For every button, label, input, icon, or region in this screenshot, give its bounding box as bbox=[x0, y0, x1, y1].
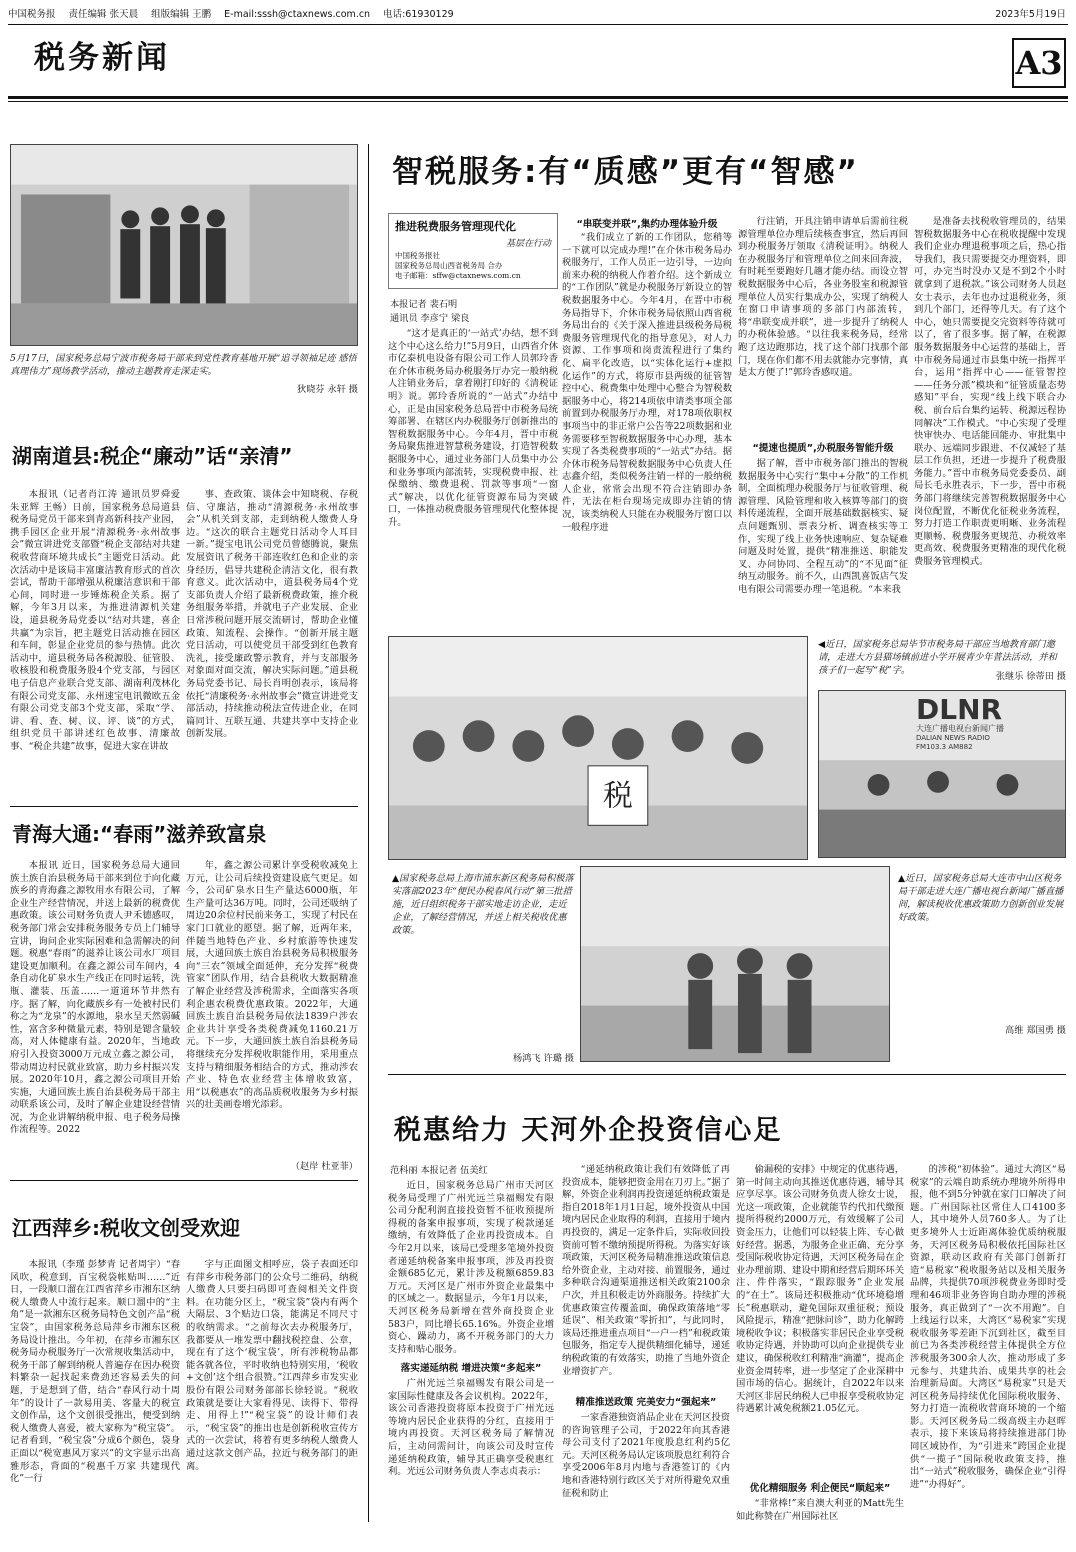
hunan-headline: 湖南道县:税企“廉动”话“亲清” bbox=[12, 444, 293, 468]
main-col2: “我们成立了新的工作团队，您稍等一下就可以完成办理!”在介休市税务局办税服务厅，工作人员正一边引导，一边向前来办税的纳税人作着介绍。这个新成立的“工作团队”就是办税服务厅新设立的智税数据服务中心。今年4月，在晋中市税务局指导下，介休市税务局依照山西省税务局出台的《关于深入推进县级税务局税费服务管理现代化的指导意见》，对人力资源、工作事项和岗责流程进行了集约化、扁平化改造，以“实体化运行+虚拟化运作”的方式，将原市县两级的征管智控中心、税费集中处理中心整合为智税数据服务中心，将214项依申请类事项全部前置到办税服务厅办理，对178项依职权事项当中的非正常户公告等22项数据和业务需要移至智税数据服务中心办理，基本实现了各类税费事项的“一站式”办结。据介休市税务局智税数据服务中心负责人任志鑫介绍，类似税务注销一样的一般纳税人企业，常常会出现不符合注销即办条件，无法在柜台现场完成即办注销的情况，该类纳税人只能在办税服务厅窗口以一般程序进 bbox=[562, 232, 732, 533]
main-col3: 行注销，开具注销申请单后需前往税源管理单位办理后续核查事宜，然后再回到办税服务厅领取《清税证明》。纳税人在办税服务厅和管理单位之间来回奔波，有时耗至要跑好几趟才能办结。而设立智税数据服务中心后，各业务股室和税源管理单位人员实行集成办公，实现了纳税人在窗口申请事项的多部门内部流转，将“串联变成并联”，进一步提升了纳税人的办税体验感。“以往我来税务局，经常跑了这边跑那边，找了这个部门找那个部门，现在你们都不用去就能办完事情，真是太方便了!”郭玲香感叹道。 bbox=[738, 216, 908, 379]
logo-org1: 中国税务报社 bbox=[395, 251, 440, 260]
logo-org2: 国家税务总局山西省税务局 合办 bbox=[395, 261, 503, 270]
jiangxi-col2: 字与正面图文相呼应，袋子表面还印有萍乡市税务部门的公众号二维码，纳税人缴费人只要扫码即可查阅相关文件资料。在功能分区上，“税宝袋”袋内有两个大隔层、3个贴边口袋，能满足不同尺寸的收纳需求。“之前每次去办税服务厅，我都要从一堆发票中翻找税控盘、公章，现在有了这个‘税宝袋’，所有涉税物品都能各就各位，平时收纳也特别实用，‘税收+文创’这个组合很赞。”江西萍乡市发实业股份有限公司财务部部长徐轻说。“税收政策就是要让大家看得见、读得下、带得走、用得上!”“税宝袋”的设计师们表示，“税宝袋”的推出也是创新税收宣传方式的一次尝试，将着有更多纳税人缴费人通过这款文创产品，拉近与税务部门的距离。 bbox=[186, 1259, 358, 1472]
column-logo-box bbox=[388, 213, 558, 289]
main-byline1: 本报记者 裴石明 bbox=[390, 299, 458, 310]
phone: 电话:61930129 bbox=[383, 9, 454, 20]
guangzhou-col1b: 广州光远兰泉福赐发有限公司是一家国际性健康及各会议机构。2022年，该公司香港投资将原本投资于广州光远等境内居民企业获得的分红，直接用于境内再投资。天河区税务局了解情况后，主动问需问计，向该公司及时宣传递延纳税政策，辅导其正确享受税惠红利。光远公司财务负责人李志贞表示： bbox=[388, 1378, 554, 1478]
guangzhou-sub1: 落实递延纳税 增进决策“多起来” bbox=[400, 1363, 542, 1374]
qinghai-col2: 年，鑫之源公司累计享受税收减免上万元，让公司后续投资建设底气更足。如今，公司矿泉水日生产量达6000瓶，年生产量可达36万吨。同时，公司还吸纳了周边20余位村民前来务工，实现了村民在家门口就业的愿望。据了解，近两年来，伴随当地特色产业、乡村旅游等快速发展，大通回族土族自治县税务局积极服务向“三农”领域全面延伸，充分发挥“税费管家”团队作用，结合县税收大数据精准了解企业经营及涉税需求，全面落实各项利企惠农税费优惠政策。2022年，大通回族土族自治县税务局依法1839户涉农企业共计享受各类税费减免1160.21万元。下一步，大通回族土族自治县税务局将继续充分发挥税收职能作用，采用重点支持与精细服务相结合的方式，推动涉农产业、特色农业经营主体增收致富，用“以税惠农”的高品质税收服务为乡村振兴的壮美画卷增光添彩。 bbox=[186, 860, 358, 1111]
main-col3b: 据了解，晋中市税务部门推出的智税数据服务中心实行“集中+分散”的工作机制，全面梳理办税服务厅与征收管理、税源管理、风险管理和收入核算等部门的资料传递流程，全面开展基础数据核实、疑点问题甄别、票表分析、调查核实等工作，实现了线上业务快速响应、复杂疑难问题及时处置，提供“精准推送、职能发叉、办问协同、全程互动”的“不见面”征纳互动服务。前不久，山西凯喜饭店气发电有限公司需要办理一笔退税。“本来我 bbox=[738, 458, 908, 595]
radio-sign-en: DALIAN NEWS RADIO bbox=[916, 734, 990, 742]
logo-sub: 基层在行动 bbox=[505, 239, 551, 249]
main-col1: “这才是真正的‘一站式’办结，想不到这个中心这么给力!”5月9日，山西省介休市亿泰机电设备有限公司工作人员郭玲香在介休市税务局办税服务厅办完一般纳税人注销业务后，拿着刚打印好的《清税证明》说。郭玲香所说的“一站式”办结中心，正是由国家税务总局晋中市税务局统筹部署、在辖区内办税服务厅创新推出的智税数据服务中心。今年4月，晋中市税务局聚焦推进智慧税务建设，打造智税数据服务中心，通过业务部门人员集中办公和业务事项内部流转，实现税费申报、社保缴纳、缴费退税、罚款等事项“一窗式”解决，以优化征管资源布局为突破口，一体推动税费服务管理现代化整体提升。 bbox=[388, 328, 558, 528]
photo-students-calligraphy bbox=[388, 636, 808, 860]
main-col4: 是准备去找税收管理员的，结果智税数据服务中心在税收提醒中发现我们企业办理退税事项之后，热心指导我们，我只需要提交办理资料，即可，办完当时没办又是不到2个小时就拿到了退税款。”该公司财务人员赵女士表示，去年也办过退税业务，须到几个部门，还得等几天。有了这个中心，她只需要提交完资料等待就可以了，省了很多事。据了解，在税源服务数据服务中心运营的基础上，晋中市税务局通过市县集中统一指挥平台，运用“指挥中心——征管智控——任务分派”模块和“征管质量态势感知”平台，实现“线上线下联合办税、前台后台集约运转、税源远程协同解决”工作模式。“中心实现了受理快审快办、电话能回能办、审批集中联办、远端同步跟进、不仅减轻了基层工作负担，还进一步提升了税费服务能力。”晋中市税务局党委委员、副局长毛永胜表示，下一步，晋中市税务部门将继续完善智税数据服务中心岗位配置，不断优化征税业务流程，努力打造工作职责更明晰、业务流程更顺畅、税费服务更规范、办税效率更高效、税费服务更精准的现代化税费服务管理模式。 bbox=[914, 216, 1066, 568]
photo-radio-caption: ▲近日，国家税务总局大连市中山区税务局干部走进大连广播电视台新闻广播直播间，解读税收优惠政策助力创新创业发展好政策。 bbox=[898, 873, 1064, 923]
guangzhou-headline: 税惠给力 天河外企投资信心足 bbox=[394, 1115, 783, 1146]
logo-email: 电子邮箱：sffw@ctaxnews.com.cn bbox=[395, 271, 521, 280]
radio-sign bbox=[916, 693, 1066, 754]
qinghai-credit: （赵岸 杜亚菲） bbox=[290, 1161, 358, 1172]
main-sub1: “串联变并联”,集约办理体验升级 bbox=[576, 219, 718, 230]
top-info-bar bbox=[8, 6, 1068, 24]
divider bbox=[10, 1180, 358, 1181]
hunan-col2: 事、查政策、谈体会中知晓税、存税信、守廉洁，推动“清源税务·永州故事会”从机关到支部，走到纳税人缴费人身边。“这次的联合主题党日活动令人耳目一新。”提宝电讯公司党员曾德腾说，聚焦发展资讯了税务干部连收红色和企业的亲身经历，倡导共建税企清洁文化，很有教育意义。此次活动中，道县税务局4个党支部负责人介绍了最新税费政策，推介税务组服务举措，并就电子产业发展、企业日常涉税问题开展交流研讨，帮助企业懂政策、知流程、会操作。“创新开展主题党日活动，可以使党员干部受到红色教育洗礼，接受廉政警示教育，并与支部服务对象面对面交流，解决实际问题。”道县税务局党委书记、局长肖明创表示，该局将依托“清廉税务·永州故事会”微宣讲进党支部活动，持续推动税法宣传进企业，在同篇同计、互联互通、共建共享中支持企业创新发展。 bbox=[186, 489, 358, 740]
guangzhou-sub2: 精准推送政策 完美安力“强起来” bbox=[575, 1397, 717, 1408]
divider bbox=[10, 806, 358, 807]
photo-shanghai-caption: ▲国家税务总局上海市浦东新区税务局积极落实落部2023年“便民办税春风行动”第三批措施，近日组织税务干部实地走访企业，走近企业，了解经营情况，并送上相关税收优惠政策。 bbox=[392, 873, 574, 936]
guangzhou-byline: 范科丽 本报记者 伍美红 bbox=[390, 1165, 488, 1176]
main-sub2: “提速也提质”,办税服务智能升级 bbox=[752, 443, 894, 454]
layout-editor: 组版编辑 王鹏 bbox=[151, 9, 212, 20]
masthead-rule bbox=[8, 96, 1068, 99]
photo-shanghai-visit bbox=[580, 866, 890, 1062]
main-headline: 智税服务:有“质感”更有“智感” bbox=[392, 154, 859, 190]
guangzhou-sub3: 优化精细服务 利企便民“顺起来” bbox=[749, 1483, 891, 1494]
photo-radio-credit: 高维 郑国勇 摄 bbox=[1005, 1025, 1066, 1036]
guangzhou-col4: 的涉税“初体验”。通过大湾区“易税家”的云端自助系统办理境外所得申报，他不到5分钟就在家门口解决了问题。广州国际社区常住人口4100多人，其中境外人员760多人。为了让更多境外人士近距离体验优质纳税服务，天河区税务局积极依托国际社区资源，联动区政府有关部门创新打造“易税家”税收服务站以及相关服务品牌，共提供70项涉税费业务即时受理和46项非业务咨询自助办理的涉税服务，真正做到了“一次不用跑”。自上线运行以来，大湾区“易税家”实现税收服务零差距下沉到社区，截至目前已为各类涉税经营主体提供全方位涉税服务300余人次，推动形成了多元参与、共建共治、成果共享的社会治理新局面。大湾区“易税家”只是天河区税务局持续优化国际税收服务、努力打造一流税收营商环境的一个缩影。天河区税务局二级高级主办赵晖表示，接下来该局将持续推进部门协同区域协作，为“引进来”跨国企业提供“一揽子”国际税收政策支持，推出“一站式”税收服务，确保企业“引得进”“办得好”。 bbox=[910, 1164, 1066, 1490]
radio-sign-name: 大连广播电视台新闻广播 bbox=[916, 724, 1004, 733]
photo-museum-visit bbox=[10, 144, 358, 346]
issue-date: 2023年5月19日 bbox=[995, 9, 1066, 20]
column-divider bbox=[368, 144, 369, 1522]
top-rule bbox=[8, 24, 1068, 25]
paper-name: 中国税务报 bbox=[8, 9, 56, 20]
qinghai-headline: 青海大通:“春雨”滋养致富泉 bbox=[12, 822, 267, 846]
guangzhou-col2b: 一家香港独资消品企业在天河区投资的咨询管理子公司，于2022年向其香港母公司支付了2021年度股息红利约5亿元。天河区税务局认定该项股息红利符合享受2006年8月内地与香港签订的《内地和香港特别行政区关于对所得避免双重征税和防止 bbox=[562, 1412, 730, 1499]
radio-sign-freq: FM103.3 AM882 bbox=[916, 743, 973, 751]
divider bbox=[388, 1074, 1066, 1075]
photo1-caption: 5月17日，国家税务总局宁波市税务局干部来到党性教育基地开展“追寻领袖足迹 感悟真理伟力”现场教学活动，推动主题教育走深走实。 bbox=[10, 353, 357, 377]
guangzhou-col3b: “非常棒!”来自澳大利亚的Matt先生如此称赞在广州国际社区 bbox=[736, 1498, 904, 1522]
photo-shanghai-credit: 杨鸿飞 许璐 摄 bbox=[513, 1053, 574, 1064]
qinghai-col1: 本报讯 近日，国家税务总局大通回族土族自治县税务局干部来到位于向化藏族乡的青海鑫之源牧用水有限公司，了解企业生产经营情况，并送上最新的税费优惠政策。该公司财务负责人尹禾德感叹，税务部门常会安排税务服务专员上门辅导宣讲，询问企业实际困难和急需解决的问题。税惠“春雨”的滋养让该公司水厂项目建设更加顺利。在鑫之源公司车间内，4条自动化矿泉水生产线正在同时运转，洗瓶、灌装、压盖……一道道环节井然有序。据了解，向化藏族乡有一处被村民们称之为“龙泉”的水源地，泉水呈天然弱碱性，富含多种微量元素，特别是锶含量较高，对人体健康有益。2020年，当地政府引入投资3000万元成立鑫之源公司，带动周边村民就业致富，助力乡村振兴发展。2020年10月，鑫之源公司项目开始实施，大通回族土族自治县税务局干部主动联系该公司，及时了解企业建设经营情况，为企业讲解纳税申报、电子税务局操作流程等。2022 bbox=[10, 860, 180, 1136]
logo-title: 推进税费服务管理现代化 bbox=[395, 220, 516, 233]
guangzhou-col1: 近日，国家税务总局广州市天河区税务局受理了广州光远兰泉福赐发有限公司分配利润直接投资暂不征收预提所得税的备案申报事项，实现了税款递延缴纳，有效降低了企业再投资成本。自今年2月以来，该局已受理多笔境外投资者递延纳税备案申报事项，涉及再投资金额685亿元，累计涉及税额6859.83万元。天河区是广州市外资企业最集中的区域之一。数据显示，今年1月以来，天河区税务局新增在营外商投资企业583户，同比增长65.16%。外资企业增资心、躁动力，离不开税务部门的大力支持和贴心服务。 bbox=[388, 1180, 554, 1355]
photo-right-caption: ◀近日，国家税务总局毕节市税务局干部应当地教育部门邀请，走进大方县猫场镇前进小学开展青少年普法活动，并和孩子们一起写“税”字。 bbox=[818, 639, 1057, 676]
radio-sign-logo: DLNR bbox=[916, 693, 1003, 726]
email: E-mail:sssh@ctaxnews.com.cn bbox=[224, 9, 371, 20]
masthead-rule-thin bbox=[8, 101, 1068, 102]
svg-text:税: 税 bbox=[602, 778, 633, 814]
guangzhou-col3: 偷漏税的安排》中规定的优惠待遇，第一时间主动向其推送优惠待遇，辅导其应享尽享。该公司财务负责人徐女士说，光这一项政策，企业就能节约代扣代缴预提所得税约2000万元，有效缓解了公司资金压力，让他们可以轻装上阵、专心做好经营。据悉，为服务企业正确、充分享受国际税收协定待遇，天河区税务局在企业办理前期、建设中期和经营后期环环关注、件件落实，“跟踪服务”企业发展的“在土”。该局还积极推动“优环境稳增长”税惠联动，避免国际双重征税；预设风险提示，精准“把脉问诊”，助力化解跨境税收争议；积极落实非居民企业享受税收协定待遇，并协助可以向企业提供专业建议，确保税收红利精准“滴灌”，提高企业资金周转率，进一步坚定了企业深耕中国市场的信心。据统计，自2022年以来天河区非居民纳税人已申报享受税收协定待遇累计减免税额21.05亿元。 bbox=[736, 1164, 904, 1415]
jiangxi-headline: 江西萍乡:税收文创受欢迎 bbox=[12, 1216, 240, 1240]
main-byline2: 通讯员 李彦宁 梁良 bbox=[390, 313, 470, 324]
guangzhou-col2: “递延纳税政策让我们有效降低了再投资成本，能够把资金用在刀刃上。”据了解，外资企业利润再投资递延纳税政策是指自2018年1月1日起，境外投资从中国境内居民企业取得的利润，直接用于境内再投资的，满足一定条件后，实际收回投资前可暂不缴纳预提所得税。为落实好该项政策，天河区税务局精准推送政策信息给外资企业，主动对接、前置服务，通过多种联合沟通渠道推送相关政策2100余户次，并且积极走访外商服务。持续扩大优惠政策宣传覆盖面，确保政策落地“零延误”、相关政策“零折扣”，与此同时，该局还推进重点项目“一户一档”和税政策包服务，指定专人提供精细化辅导，递延纳税政策的有效落实，助推了当地外资企业增资扩产。 bbox=[562, 1164, 730, 1377]
section-title: 税务新闻 bbox=[34, 40, 170, 76]
photo1-credit: 狄晓芬 永轩 摄 bbox=[297, 384, 358, 395]
jiangxi-col1: 本报讯（李瑾 彭梦青 记者周宇）“春风吹，税意到，百宝税袋帐贴叫……”近日，一段顺口溜在江西省萍乡市湘东区纳税人缴费人中流行起来。顺口溜中的“主角”是一款湘东区税务局特色文创产品“税宝袋”，由国家税务总局萍乡市湘东区税务局设计推出。今年初，在萍乡市湘东区税务局办税服务厅一次常规收集活动中，税务干部了解到纳税人普遍存在因办税资料繁杂一起找起来费劲还容易丢失的问题，于是想到了借，结合“春风行动十周年”的设计了一款易用美、客量大的税宣文创作品，这个文创很受推出，便受到纳税人缴费人喜爱，被大家称为“税宝袋”。记者看到，“税宝袋”分成6个颜色，袋身正面以“税宽惠风万家兴”的文字显示出高雅形态，背面的“税惠千万家 共建现代化”一行 bbox=[10, 1259, 180, 1485]
editor: 责任编辑 张天晨 bbox=[68, 9, 139, 20]
page-number: A3 bbox=[1012, 38, 1066, 88]
photo-right-credit: 张继乐 徐蒂田 摄 bbox=[995, 671, 1066, 682]
hunan-col1: 本报讯（记者肖江涛 通讯员罗舜爱 朱亚辉 王畅）日前，国家税务总局道县税务局党员干部来到青高新科技产业园，携手园区企业开展“清源税务·永州故事会”微宣讲进党支部暨“税企支部结对共建 税收营商环境共成长”主题党日活动。此次活动中是该局丰富廉洁教育形式的首次尝试，帮助干部增强从税廉洁意识和干部心间，同时进一步锤炼税企关系。据了解，今年3月以来，为推进清源机关建设，道县税务局党委以“结对共建，喜企共赢”为宗旨，把主题党日活动推在园区和车间，彰显企业党员的参与热情。此次活动中，道县税务局各税源股、征管股、收核股和税费服务股4个党支部，与园区电子信息产业联合党支部、湖南利茂林化有限公司党支部、永州速宝电讯微欧五金有限公司党支部3个党支部，采取“学、讲、看、查、树、议、评、谈”的方式，组织党员干部讲述红色故事、清廉故事、“税企共建”故事，促进大家在讲故 bbox=[10, 489, 180, 752]
